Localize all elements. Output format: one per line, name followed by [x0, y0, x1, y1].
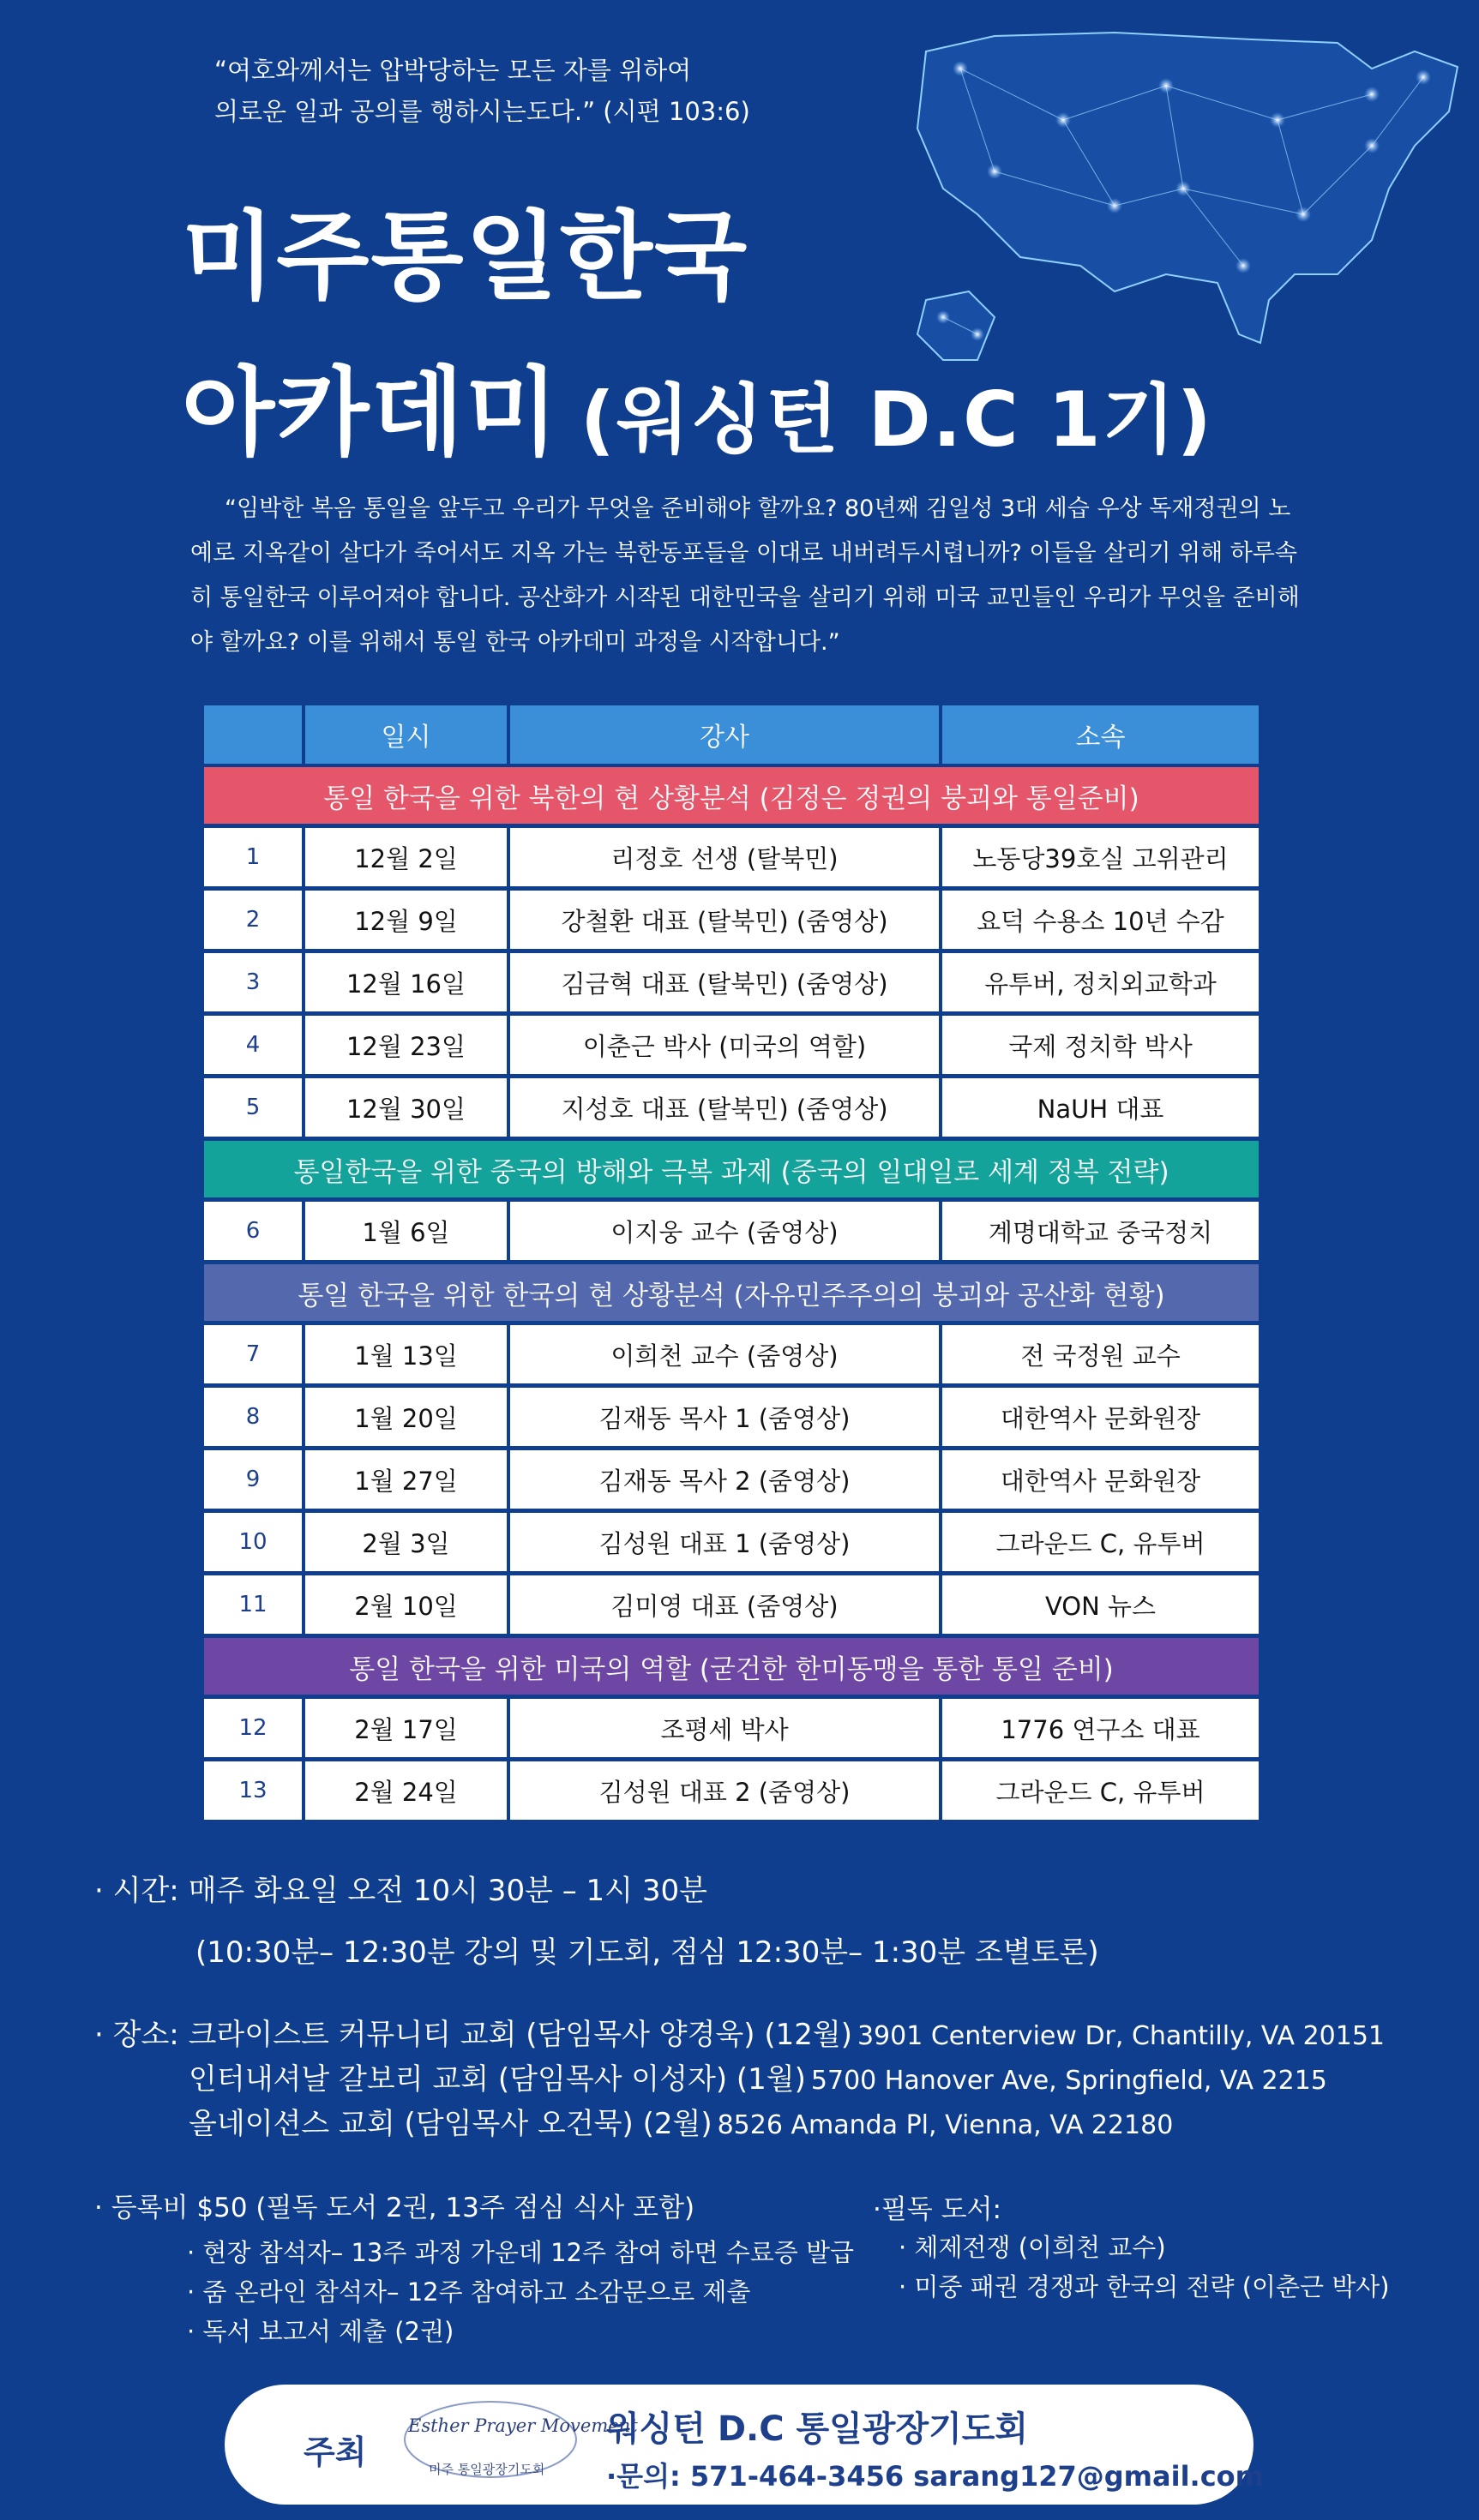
cell-date: 12월 9일 — [305, 891, 507, 949]
cell-affiliation: 노동당39호실 고위관리 — [942, 828, 1259, 886]
required-books-title: ·필독 도서: — [873, 2194, 1001, 2225]
logo-swirl — [396, 2393, 585, 2496]
cell-speaker: 이지웅 교수 (줌영상) — [510, 1202, 939, 1260]
header-cell-speaker: 강사 — [510, 705, 939, 764]
cell-speaker: 김성원 대표 1 (줌영상) — [510, 1513, 939, 1571]
fee-item-3: · 독서 보고서 제출 (2권) — [187, 2317, 454, 2346]
cell-number: 3 — [204, 953, 302, 1011]
section-header-1: 통일 한국을 위한 북한의 현 상황분석 (김정은 정권의 붕괴와 통일준비) — [204, 767, 1259, 824]
place-3-label: 올네이션스 교회 (담임목사 오건묵) (2월) — [189, 2107, 712, 2141]
place-2-address: 5700 Hanover Ave, Springfield, VA 2215 — [810, 2066, 1327, 2096]
cell-date: 12월 16일 — [305, 953, 507, 1011]
title-line-2 — [182, 336, 1213, 474]
table-row — [204, 891, 1259, 949]
cell-affiliation: 요덕 수용소 10년 수감 — [942, 891, 1259, 949]
cell-speaker: 리정호 선생 (탈북민) — [510, 828, 939, 886]
logo-script-text: Esther Prayer Movement — [408, 2415, 638, 2436]
table-row — [204, 1699, 1259, 1757]
quote-line-1: “여호와께서는 압박당하는 모든 자를 위하여 — [214, 56, 692, 85]
esther-prayer-movement-logo — [396, 2393, 638, 2496]
cell-affiliation: 대한역사 문화원장 — [942, 1388, 1259, 1446]
cell-speaker: 이희천 교수 (줌영상) — [510, 1325, 939, 1383]
cell-number: 8 — [204, 1388, 302, 1446]
cell-date: 2월 17일 — [305, 1699, 507, 1757]
cell-date: 12월 23일 — [305, 1016, 507, 1074]
organizer-name: 워싱턴 D.C 통일광장기도회 — [606, 2409, 1029, 2449]
cell-number: 12 — [204, 1699, 302, 1757]
footer-banner — [225, 2385, 1265, 2505]
title-main: 아카데미 — [182, 357, 560, 469]
table-row — [204, 1202, 1259, 1260]
fee-item-2: · 줌 온라인 참석자– 12주 참여하고 소감문으로 제출 — [187, 2277, 751, 2307]
place-2-label: 인터내셔날 갈보리 교회 (담임목사 이성자) (1월) — [189, 2062, 806, 2097]
cell-number: 7 — [204, 1325, 302, 1383]
section-header-3: 통일 한국을 위한 한국의 현 상황분석 (자유민주주의의 붕괴와 공산화 현황) — [204, 1264, 1259, 1321]
cell-affiliation: NaUH 대표 — [942, 1078, 1259, 1137]
cell-speaker: 김금혁 대표 (탈북민) (줌영상) — [510, 953, 939, 1011]
cell-number: 10 — [204, 1513, 302, 1571]
table-row — [204, 1078, 1259, 1137]
table-row — [204, 953, 1259, 1011]
cell-number: 1 — [204, 828, 302, 886]
time-detail: (10:30분– 12:30분 강의 및 기도회, 점심 12:30분– 1:30분 조별토론) — [195, 1935, 1099, 1970]
scripture-quote — [214, 50, 750, 132]
host-label: 주최 — [304, 2433, 367, 2471]
table-row — [204, 1325, 1259, 1383]
cell-date: 1월 6일 — [305, 1202, 507, 1260]
header-cell-number — [204, 705, 302, 764]
cell-affiliation: 전 국정원 교수 — [942, 1325, 1259, 1383]
logo-subtitle: 미주 통일광장기도회 — [429, 2462, 545, 2477]
header-cell-date: 일시 — [305, 705, 507, 764]
table-body — [204, 767, 1259, 1820]
table-row — [204, 1761, 1259, 1820]
cell-number: 11 — [204, 1575, 302, 1634]
cell-date: 2월 10일 — [305, 1575, 507, 1634]
place-1-label: · 장소: 크라이스트 커뮤니티 교회 (담임목사 양경욱) (12월) — [94, 2018, 852, 2052]
cell-speaker: 김미영 대표 (줌영상) — [510, 1575, 939, 1634]
cell-affiliation: VON 뉴스 — [942, 1575, 1259, 1634]
book-2: · 미중 패권 경쟁과 한국의 전략 (이춘근 박사) — [899, 2272, 1390, 2301]
header-cell-affiliation: 소속 — [942, 705, 1259, 764]
cell-date: 1월 27일 — [305, 1450, 507, 1509]
table-row — [204, 1388, 1259, 1446]
cell-affiliation: 유투버, 정치외교학과 — [942, 953, 1259, 1011]
cell-number: 9 — [204, 1450, 302, 1509]
cell-date: 2월 24일 — [305, 1761, 507, 1820]
cell-number: 4 — [204, 1016, 302, 1074]
cell-date: 2월 3일 — [305, 1513, 507, 1571]
cell-affiliation: 그라운드 C, 유투버 — [942, 1513, 1259, 1571]
fee-item-1: · 현장 참석자– 13주 과정 가운데 12주 참여 하면 수료증 발급 — [187, 2238, 854, 2267]
time-info: · 시간: 매주 화요일 오전 10시 30분 – 1시 30분 — [94, 1874, 707, 1908]
cell-speaker: 김재동 목사 2 (줌영상) — [510, 1450, 939, 1509]
place-1-address: 3901 Centerview Dr, Chantilly, VA 20151 — [857, 2021, 1385, 2051]
table-row — [204, 828, 1259, 886]
fee-info: · 등록비 $50 (필독 도서 2권, 13주 점심 식사 포함) — [94, 2193, 695, 2223]
cell-number: 13 — [204, 1761, 302, 1820]
contact-info: ·문의: 571-464-3456 sarang127@gmail.com — [606, 2460, 1265, 2493]
place-2 — [189, 2055, 1327, 2097]
table-header-row — [204, 705, 1259, 764]
section-header-4: 통일 한국을 위한 미국의 역할 (굳건한 한미동맹을 통한 통일 준비) — [204, 1638, 1259, 1695]
table-row — [204, 1450, 1259, 1509]
place-1 — [94, 2011, 1385, 2053]
place-3 — [189, 2100, 1173, 2142]
cell-date: 12월 30일 — [305, 1078, 507, 1137]
title-line-1: 미주통일한국 — [182, 201, 749, 313]
schedule-table — [204, 705, 1259, 1824]
cell-speaker: 이춘근 박사 (미국의 역할) — [510, 1016, 939, 1074]
cell-date: 1월 20일 — [305, 1388, 507, 1446]
cell-affiliation: 1776 연구소 대표 — [942, 1699, 1259, 1757]
place-3-address: 8526 Amanda Pl, Vienna, VA 22180 — [717, 2110, 1174, 2140]
table-row — [204, 1513, 1259, 1571]
title-sub: (워싱턴 D.C 1기) — [580, 375, 1213, 464]
cell-affiliation: 계명대학교 중국정치 — [942, 1202, 1259, 1260]
table-row — [204, 1575, 1259, 1634]
cell-speaker: 지성호 대표 (탈북민) (줌영상) — [510, 1078, 939, 1137]
cell-number: 6 — [204, 1202, 302, 1260]
section-header-2: 통일한국을 위한 중국의 방해와 극복 과제 (중국의 일대일로 세계 정복 전략) — [204, 1141, 1259, 1197]
cell-affiliation: 대한역사 문화원장 — [942, 1450, 1259, 1509]
intro-paragraph: “임박한 복음 통일을 앞두고 우리가 무엇을 준비해야 할까요? 80년째 김일성 3대 세습 우상 독재정권의 노예로 지옥같이 살다가 죽어서도 지옥 가는 북한동포들을 이대로 내버려두시렵니까? 이들을 살리기 위해 하루속히 통일한국 이루어져야 합니다. 공산화가 시작된 대한민국을 살리기 위해 미국 교민들인 우리가 무엇을 준비해야 할까요? 이를 위해서 통일 한국 아카데미 과정을 시작합니다.” — [190, 495, 1300, 656]
cell-speaker: 김성원 대표 2 (줌영상) — [510, 1761, 939, 1820]
cell-speaker: 강철환 대표 (탈북민) (줌영상) — [510, 891, 939, 949]
cell-date: 12월 2일 — [305, 828, 507, 886]
book-1: · 체제전쟁 (이희천 교수) — [899, 2233, 1166, 2262]
table-row — [204, 1016, 1259, 1074]
cell-speaker: 조평세 박사 — [510, 1699, 939, 1757]
cell-number: 2 — [204, 891, 302, 949]
quote-line-2: 의로운 일과 공의를 행하시는도다.” (시편 103:6) — [214, 97, 750, 126]
cell-speaker: 김재동 목사 1 (줌영상) — [510, 1388, 939, 1446]
cell-number: 5 — [204, 1078, 302, 1137]
cell-date: 1월 13일 — [305, 1325, 507, 1383]
cell-affiliation: 국제 정치학 박사 — [942, 1016, 1259, 1074]
cell-affiliation: 그라운드 C, 유투버 — [942, 1761, 1259, 1820]
